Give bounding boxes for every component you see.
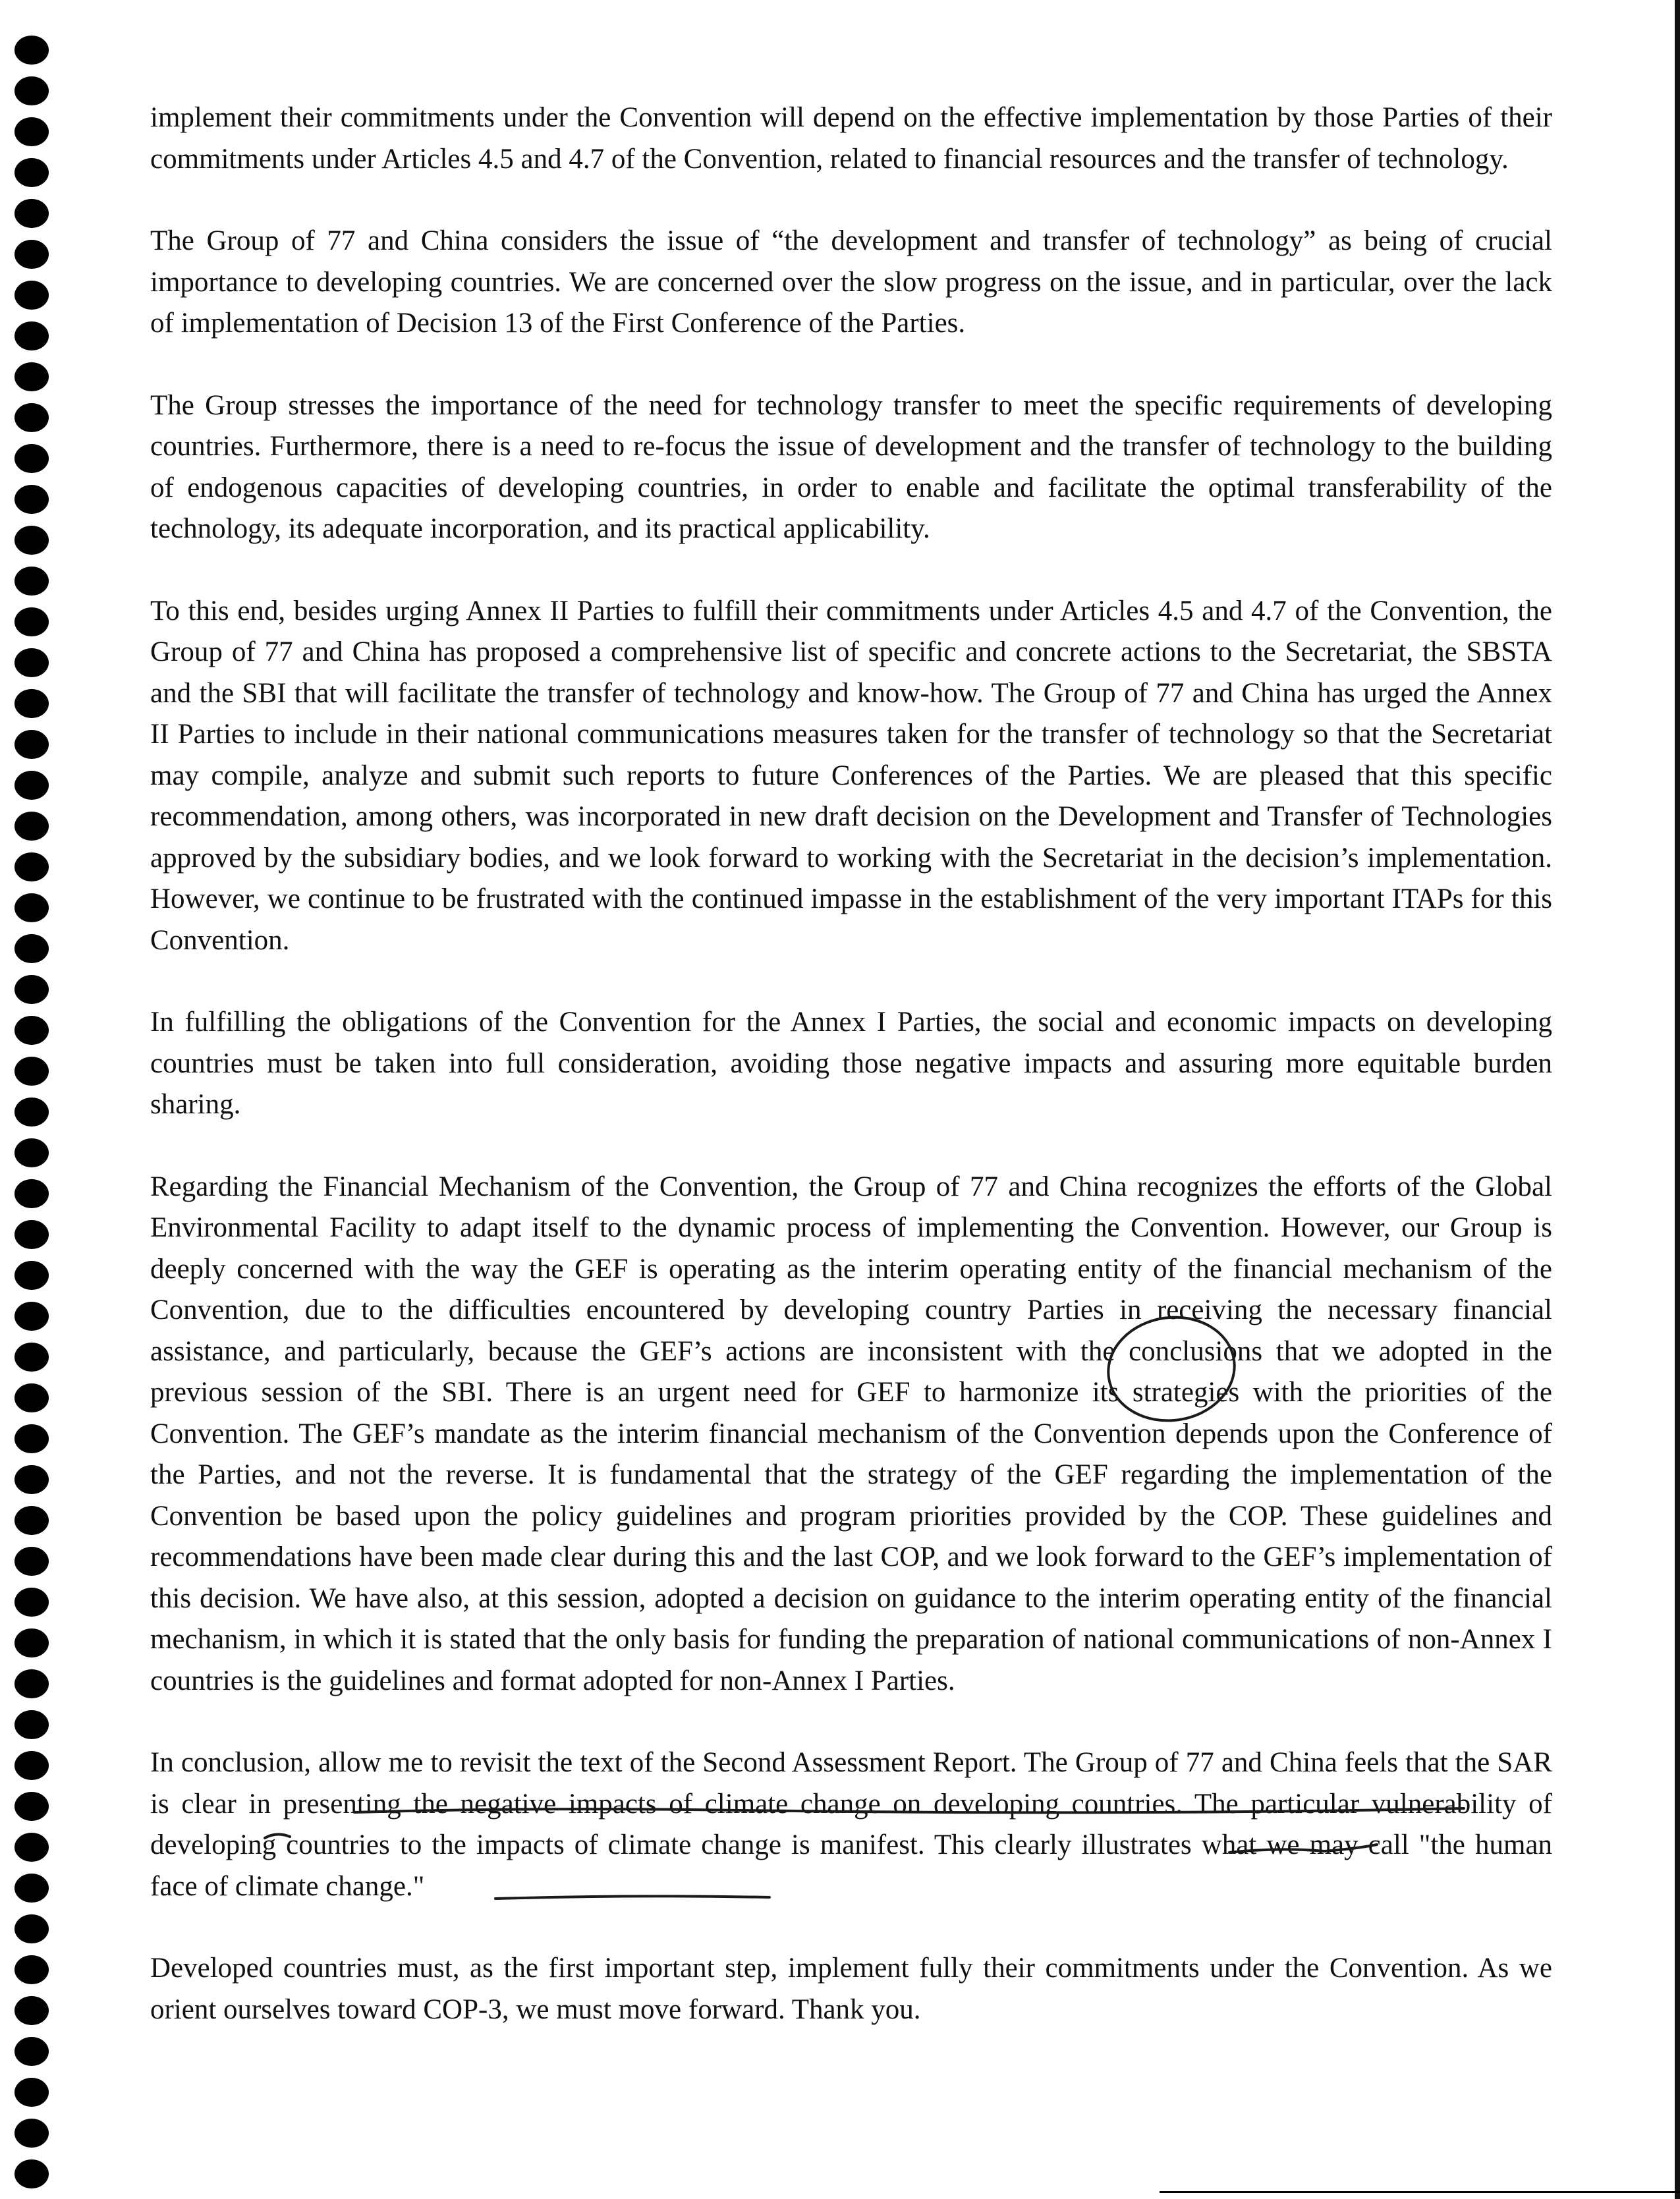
binder-hole-strip [9, 36, 55, 2196]
binder-hole-icon [14, 321, 49, 350]
binder-hole-icon [14, 485, 49, 514]
binder-hole-icon [14, 1874, 49, 1903]
binder-hole-icon [14, 362, 49, 391]
document-body [150, 97, 1552, 2071]
binder-hole-icon [14, 1588, 49, 1617]
binder-hole-icon [14, 893, 49, 922]
binder-hole-icon [14, 1343, 49, 1372]
binder-hole-icon [14, 526, 49, 555]
binder-hole-icon [14, 975, 49, 1004]
binder-hole-icon [14, 1057, 49, 1086]
paragraph-commitments: implement their commitments under the Convention will depend on the effective implementation by those Parties of their commitments under Articles 4.5 and 4.7 of the Convention, related to financial resources and the transfer of technology. [150, 102, 1552, 175]
binder-hole-icon [14, 1914, 49, 1943]
binder-hole-icon [14, 240, 49, 269]
binder-hole-icon [14, 1179, 49, 1208]
binder-hole-icon [14, 934, 49, 963]
binder-hole-icon [14, 1955, 49, 1984]
binder-hole-icon [14, 158, 49, 187]
binder-hole-icon [14, 403, 49, 432]
binder-hole-icon [14, 2159, 49, 2188]
paragraph-closing: Developed countries must, as the first important step, implement fully their commitments under the Convention. As we orient ourselves toward COP-3, we must move forward. Thank you. [150, 1953, 1552, 2025]
binder-hole-icon [14, 1669, 49, 1698]
binder-hole-icon [14, 199, 49, 228]
paragraph-conclusion-sar: In conclusion, allow me to revisit the text of the Second Assessment Report. The Group of 77 and China feels that the SAR is clear in presenting the negative impacts of climate change on developing countries. The particular vulnerability of developing countries to the impacts of climate change is manifest. This clearly illustrates what we may call "the human face of climate change." [150, 1747, 1552, 1902]
binder-hole-icon [14, 1792, 49, 1821]
binder-hole-icon [14, 1710, 49, 1739]
binder-hole-icon [14, 607, 49, 636]
binder-hole-icon [14, 1138, 49, 1167]
binder-hole-icon [14, 1751, 49, 1780]
scan-edge [1675, 0, 1680, 2199]
binder-hole-icon [14, 1506, 49, 1535]
binder-hole-icon [14, 1098, 49, 1127]
binder-hole-icon [14, 1996, 49, 2025]
binder-hole-icon [14, 567, 49, 596]
paragraph-financial-mechanism: Regarding the Financial Mechanism of the Convention, the Group of 77 and China recognizes the efforts of the Global Environmental Facility to adapt itself to the dynamic process of implementing the Convention. However, our Group is deeply concerned with the way the GEF is operating as the interim operating entity of the financial mechanism of the Convention, due to the difficulties encountered by developing country Parties in receiving the necessary financial assistance, and particularly, because the GEF’s actions are inconsistent with the conclusions that we adopted in the previous session of the SBI. There is an urgent need for GEF to harmonize its strategies with the priorities of the Convention. The GEF’s mandate as the interim financial mechanism of the Convention depends upon the Conference of the Parties, and not the reverse. It is fundamental that the strategy of the GEF regarding the implementation of the Convention be based upon the policy guidelines and program priorities provided by the COP. These guidelines and recommendations have been made clear during this and the last COP, and we look forward to the GEF’s implementation of this decision. We have also, at this session, adopted a decision on guidance to the interim operating entity of the financial mechanism, in which it is stated that the only basis for funding the preparation of national communications of non-Annex I countries is the guidelines and format adopted for non-Annex I Parties. [150, 1171, 1552, 1696]
paragraph-annex-i-obligations: In fulfilling the obligations of the Convention for the Annex I Parties, the social and economic impacts on developing countries must be taken into full consideration, avoiding those negative impacts and assuring more equitable burden sharing. [150, 1007, 1552, 1120]
binder-hole-icon [14, 76, 49, 105]
binder-hole-icon [14, 1833, 49, 1862]
binder-hole-icon [14, 1465, 49, 1494]
binder-hole-icon [14, 1220, 49, 1249]
binder-hole-icon [14, 117, 49, 146]
binder-hole-icon [14, 689, 49, 718]
binder-hole-icon [14, 1547, 49, 1576]
binder-hole-icon [14, 1261, 49, 1290]
paragraph-technology-transfer-importance: The Group of 77 and China considers the issue of “the development and transfer of technology” as being of crucial importance to developing countries. We are concerned over the slow progress on the issue, and in particular, over the lack of implementation of Decision 13 of the First Conference of the Parties. [150, 225, 1552, 339]
binder-hole-icon [14, 648, 49, 677]
binder-hole-icon [14, 2078, 49, 2107]
binder-hole-icon [14, 1424, 49, 1453]
binder-hole-icon [14, 1628, 49, 1657]
paragraph-technology-transfer-needs: The Group stresses the importance of the need for technology transfer to meet the specific requirements of developing countries. Furthermore, there is a need to re-focus the issue of development and the transfer of technology to the building of endogenous capacities of developing countries, in order to enable and facilitate the optimal transferability of the technology, its adequate incorporation, and its practical applicability. [150, 389, 1552, 544]
binder-hole-icon [14, 1016, 49, 1045]
binder-hole-icon [14, 812, 49, 841]
binder-hole-icon [14, 1383, 49, 1412]
binder-hole-icon [14, 2037, 49, 2066]
binder-hole-icon [14, 2119, 49, 2148]
paragraph-annex-ii-actions: To this end, besides urging Annex II Parties to fulfill their commitments under Articles 4.5 and 4.7 of the Convention, the Group of 77 and China has proposed a comprehensive list of specific and concrete actions to the Secretariat, the SBSTA and the SBI that will facilitate the transfer of technology and know-how. The Group of 77 and China has urged the Annex II Parties to include in their national communications measures taken for the transfer of technology so that the Secretariat may compile, analyze and submit such reports to future Conferences of the Parties. We are pleased that this specific recommendation, among others, was incorporated in new draft decision on the Development and Transfer of Technologies approved by the subsidiary bodies, and we look forward to working with the Secretariat in the decision’s implementation. However, we continue to be frustrated with the continued impasse in the establishment of the very important ITAPs for this Convention. [150, 595, 1552, 956]
binder-hole-icon [14, 281, 49, 310]
binder-hole-icon [14, 730, 49, 759]
scan-bottom-line [1160, 2191, 1680, 2193]
binder-hole-icon [14, 771, 49, 800]
binder-hole-icon [14, 1302, 49, 1331]
binder-hole-icon [14, 444, 49, 473]
binder-hole-icon [14, 36, 49, 65]
binder-hole-icon [14, 852, 49, 881]
